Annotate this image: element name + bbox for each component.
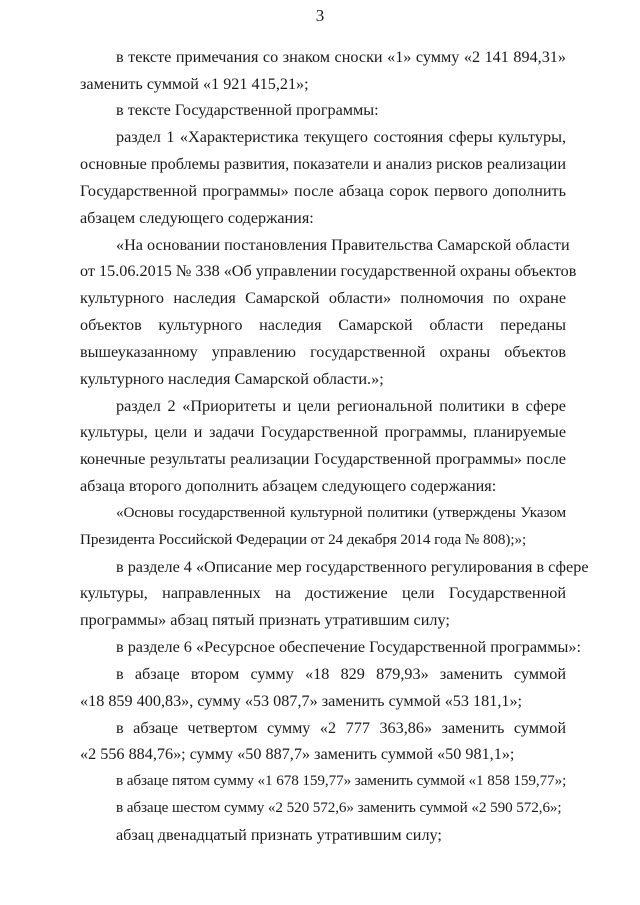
text-line: «2 556 884,76»; сумму «50 887,7» заменить суммой «50 981,1»; [80,745,515,763]
text-line: раздел 2 «Приоритеты и цели региональной политики в сфере [116,397,566,415]
text-line: культурного наследия Самарской области.»; [80,370,384,388]
text-line: в тексте примечания со знаком сноски «1» сумму «2 141 894,31» [116,48,566,66]
text-line: раздел 1 «Характеристика текущего состояния сферы культуры, [116,128,566,146]
text-line: программы» абзац пятый признать утратившим силу; [80,611,450,629]
text-line: в абзаце шестом сумму «2 520 572,6» заменить суммой «2 590 572,6»; [116,799,562,816]
text-line: заменить суммой «1 921 415,21»; [80,75,309,93]
text-line: в тексте Государственной программы: [116,101,379,119]
text-line: в абзаце четвертом сумму «2 777 363,86» заменить суммой [116,719,566,737]
text-line: в абзаце пятом сумму «1 678 159,77» заменить суммой «1 858 159,77»; [116,772,567,789]
text-line: от 15.06.2015 № 338 «Об управлении государственной охраны объектов [80,262,577,280]
text-line: абзац двенадцатый признать утратившим силу; [116,826,442,844]
text-line: в разделе 6 «Ресурсное обеспечение Государственной программы»: [116,638,581,656]
text-line: культуры, направленных на достижение цели Государственной [80,584,566,602]
text-line: объектов культурного наследия Самарской области переданы [80,316,566,334]
text-line: культуры, цели и задачи Государственной программы, планируемые [80,423,566,441]
text-line: конечные результаты реализации Государственной программы» после [80,450,566,468]
text-line: «18 859 400,83», сумму «53 087,7» заменить суммой «53 181,1»; [80,692,523,710]
text-line: культурного наследия Самарской области» полномочия по охране [80,289,566,307]
text-line: Президента Российской Федерации от 24 декабря 2014 года № 808);»; [80,531,527,548]
text-line: вышеуказанному управлению государственной охраны объектов [80,343,566,361]
text-line: основные проблемы развития, показатели и анализ рисков реализации [80,155,566,173]
text-line: в разделе 4 «Описание мер государственного регулирования в сфере [116,558,589,576]
text-line: «Основы государственной культурной политики (утверждены Указом [116,504,566,521]
text-line: «На основании постановления Правительства Самарской области [116,236,570,254]
text-line: Государственной программы» после абзаца сорок первого дополнить [80,182,566,200]
text-line: в абзаце втором сумму «18 829 879,93» заменить суммой [116,665,566,683]
page-number: 3 [315,6,325,25]
text-line: абзаца второго дополнить абзацем следующего содержания: [80,477,497,495]
text-line: абзацем следующего содержания: [80,209,314,227]
